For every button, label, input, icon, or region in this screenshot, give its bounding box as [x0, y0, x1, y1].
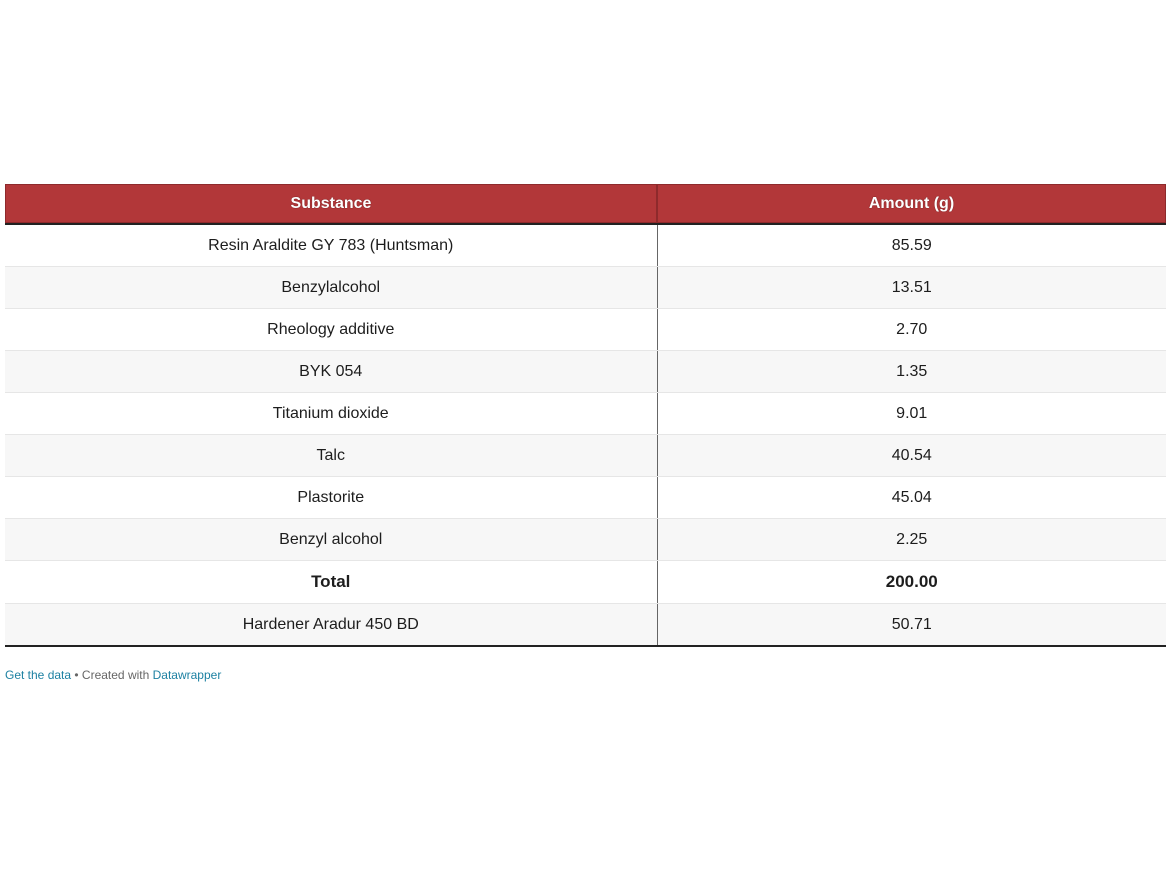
cell-amount: 2.25: [657, 519, 1166, 561]
cell-amount: 40.54: [657, 435, 1166, 477]
data-table: [5, 184, 1166, 647]
table-footer: [5, 668, 221, 682]
table-row: [5, 393, 1166, 435]
cell-substance: Resin Araldite GY 783 (Huntsman): [5, 224, 657, 267]
cell-amount: 13.51: [657, 267, 1166, 309]
cell-substance: Hardener Aradur 450 BD: [5, 604, 657, 647]
table-row: [5, 477, 1166, 519]
cell-amount: 9.01: [657, 393, 1166, 435]
table-row: [5, 519, 1166, 561]
cell-amount: 85.59: [657, 224, 1166, 267]
table-row: [5, 351, 1166, 393]
table-row: [5, 224, 1166, 267]
cell-substance: Benzyl alcohol: [5, 519, 657, 561]
cell-substance: Plastorite: [5, 477, 657, 519]
data-table-container: [5, 184, 1166, 647]
table-body: [5, 224, 1166, 646]
table-row: [5, 267, 1166, 309]
datawrapper-link[interactable]: Datawrapper: [152, 668, 222, 682]
footer-credit-text: • Created with: [71, 668, 153, 682]
cell-substance: Total: [5, 561, 657, 604]
table-row: [5, 604, 1166, 647]
cell-substance: Rheology additive: [5, 309, 657, 351]
table-row: [5, 309, 1166, 351]
table-header-row: [5, 184, 1166, 224]
cell-amount: 45.04: [657, 477, 1166, 519]
cell-amount: 200.00: [657, 561, 1166, 604]
table-row-total: [5, 561, 1166, 604]
cell-substance: Benzylalcohol: [5, 267, 657, 309]
cell-amount: 1.35: [657, 351, 1166, 393]
column-header-amount[interactable]: Amount (g): [657, 184, 1166, 224]
cell-amount: 2.70: [657, 309, 1166, 351]
cell-substance: Talc: [5, 435, 657, 477]
cell-substance: Titanium dioxide: [5, 393, 657, 435]
cell-amount: 50.71: [657, 604, 1166, 647]
table-row: [5, 435, 1166, 477]
get-the-data-link[interactable]: Get the data: [5, 668, 72, 682]
cell-substance: BYK 054: [5, 351, 657, 393]
column-header-substance[interactable]: Substance: [5, 184, 657, 224]
